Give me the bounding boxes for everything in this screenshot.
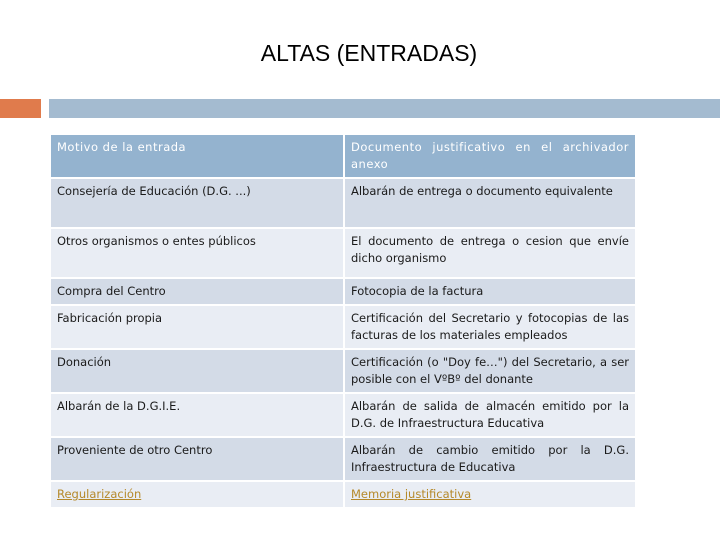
- cell-documento: Certificación (o "Doy fe…") del Secretario, a ser posible con el VºBº del donante: [345, 350, 635, 392]
- cell-motivo: [51, 482, 343, 507]
- cell-documento: [345, 482, 635, 507]
- memoria-justificativa-link[interactable]: Memoria justificativa: [351, 487, 472, 501]
- header-motivo: Motivo de la entrada: [51, 135, 343, 177]
- cell-documento: Albarán de salida de almacén emitido por la D.G. de Infraestructura Educativa: [345, 394, 635, 436]
- table-row: [51, 350, 635, 392]
- table-row: [51, 306, 635, 348]
- table-row: [51, 229, 635, 277]
- entries-table: [49, 133, 637, 509]
- accent-bar-blue: [49, 99, 720, 118]
- cell-documento: Certificación del Secretario y fotocopias de las facturas de los materiales empleados: [345, 306, 635, 348]
- header-documento: Documento justificativo en el archivador anexo: [345, 135, 635, 177]
- table-row: [51, 482, 635, 507]
- cell-motivo: Consejería de Educación (D.G. ...): [51, 179, 343, 227]
- cell-documento: El documento de entrega o cesion que envíe dicho organismo: [345, 229, 635, 277]
- cell-motivo: Albarán de la D.G.I.E.: [51, 394, 343, 436]
- table-row: [51, 279, 635, 304]
- cell-motivo: Compra del Centro: [51, 279, 343, 304]
- cell-motivo: Proveniente de otro Centro: [51, 438, 343, 480]
- table-row: [51, 179, 635, 227]
- cell-documento: Albarán de entrega o documento equivalente: [345, 179, 635, 227]
- page-title: ALTAS (ENTRADAS): [260, 40, 478, 66]
- table-header-row: [51, 135, 635, 177]
- table-row: [51, 394, 635, 436]
- cell-documento: Albarán de cambio emitido por la D.G. Infraestructura de Educativa: [345, 438, 635, 480]
- cell-documento: Fotocopia de la factura: [345, 279, 635, 304]
- cell-motivo: Otros organismos o entes públicos: [51, 229, 343, 277]
- table-row: [51, 438, 635, 480]
- regularizacion-link[interactable]: Regularización: [57, 487, 142, 501]
- cell-motivo: Fabricación propia: [51, 306, 343, 348]
- accent-bar-orange: [0, 99, 41, 118]
- cell-motivo: Donación: [51, 350, 343, 392]
